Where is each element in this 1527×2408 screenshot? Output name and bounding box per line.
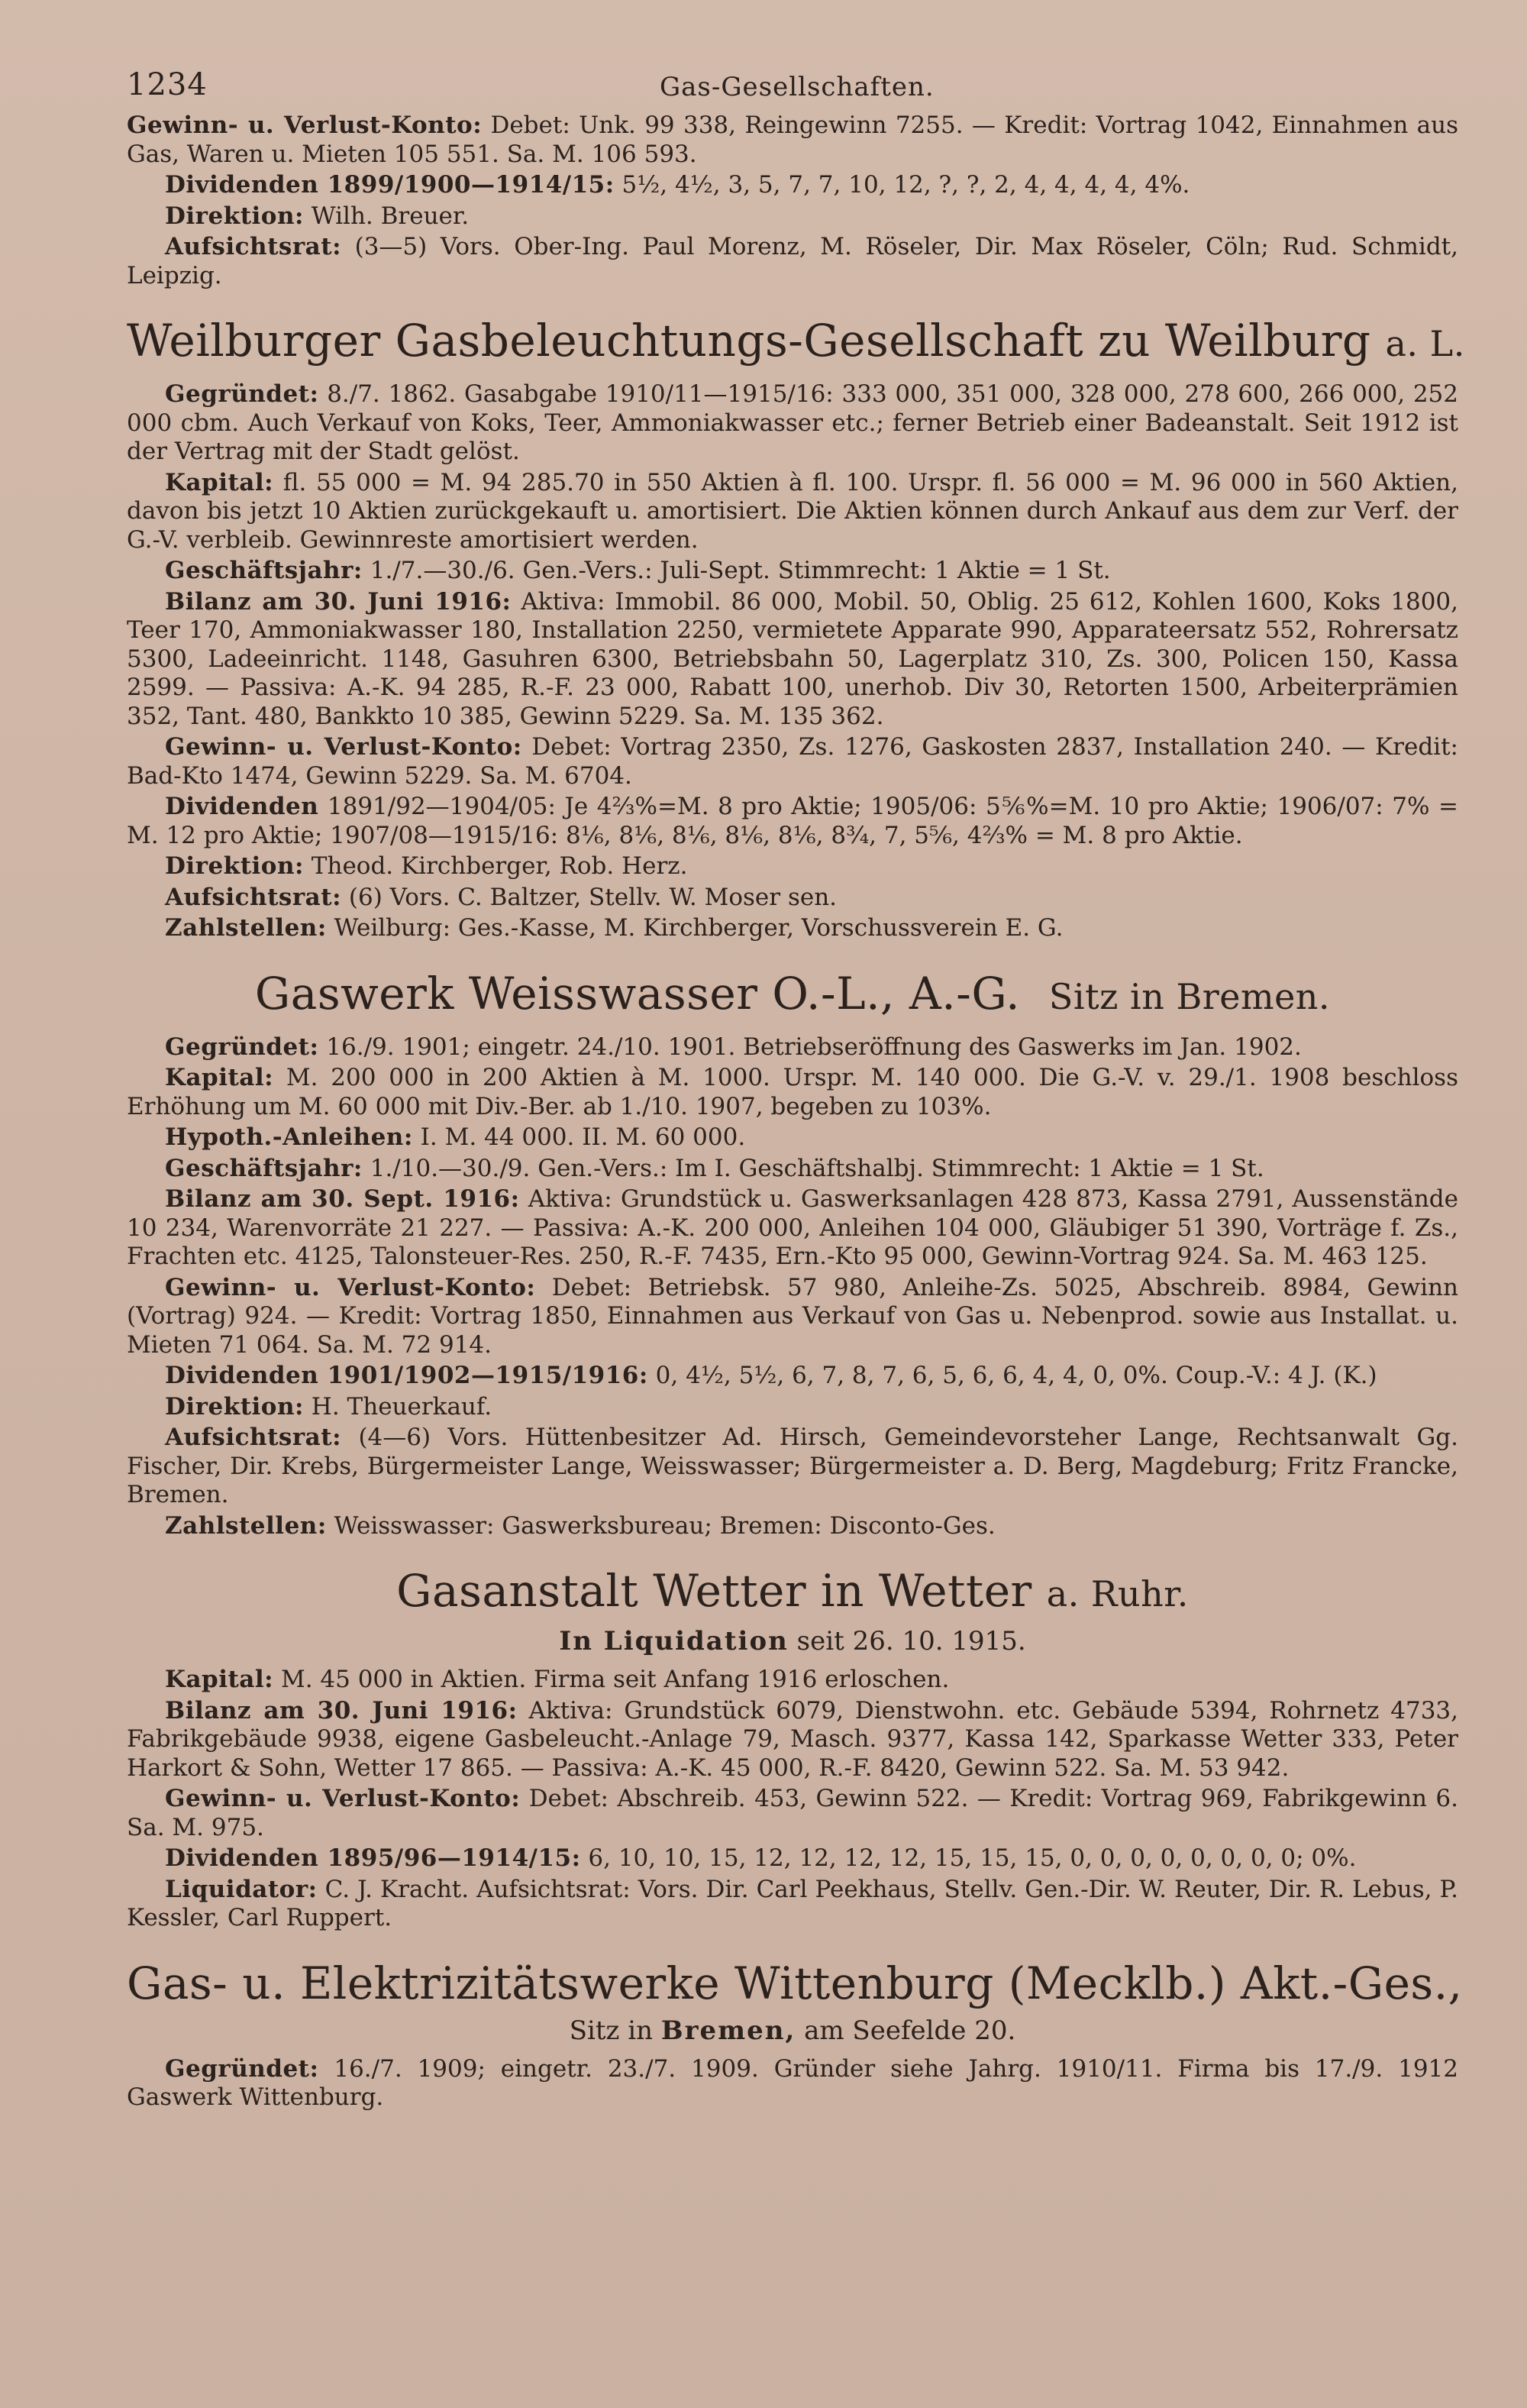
paragraph: Gegründet: 8./7. 1862. Gasabgabe 1910/11—1915/16: 333 000, 351 000, 328 000, 278 600, 266 000, 252 000 cbm. Auch Verkauf von Koks, Teer, Ammoniakwasser etc.; ferner Betrieb einer Badeanstalt. Seit 1912 ist der Vertrag mit der Stadt gelöst.: [127, 380, 1458, 465]
paragraph: Dividenden 1899/1900—1914/15: 5½, 4½, 3, 5, 7, 7, 10, 12, ?, ?, 2, 4, 4, 4, 4, 4%.: [165, 171, 1190, 199]
running-head: [127, 67, 1458, 112]
paragraph: Zahlstellen: Weilburg: Ges.-Kasse, M. Kirchberger, Vorschussverein E. G.: [165, 914, 1064, 942]
paragraph: Gegründet: 16./7. 1909; eingetr. 23./7. 1909. Gründer siehe Jahrg. 1910/11. Firma bis 17./9. 1912 Gaswerk Wittenburg.: [127, 2054, 1458, 2111]
paragraph: Direktion: Wilh. Breuer.: [165, 202, 470, 230]
paragraph: Zahlstellen: Weisswasser: Gaswerksbureau; Bremen: Disconto-Ges.: [165, 1511, 996, 1540]
paragraph: Gewinn- u. Verlust-Konto: Debet: Betriebsk. 57 980, Anleihe-Zs. 5025, Abschreib. 8984, Gewinn (Vortrag) 924. — Kredit: Vortrag 1850, Einnahmen aus Verkauf von Gas u. Nebenprod. sowie aus Installat. u. Mieten 71 064. Sa. M. 72 914.: [127, 1273, 1458, 1359]
company-title: Gasanstalt Wetter in Wetter a. Ruhr.: [396, 1565, 1189, 1617]
paragraph: Bilanz am 30. Juni 1916: Aktiva: Grundstück 6079, Dienstwohn. etc. Gebäude 5394, Rohrnetz 4733, Fabrikgebäude 9938, eigene Gasbeleucht.-Anlage 79, Masch. 9377, Kassa 142, Sparkasse Wetter 333, Peter Harkort & Sohn, Wetter 17 865. — Passiva: A.-K. 45 000, R.-F. 8420, Gewinn 522. Sa. M. 53 942.: [127, 1696, 1458, 1782]
paragraph: Gewinn- u. Verlust-Konto: Debet: Abschreib. 453, Gewinn 522. — Kredit: Vortrag 969, Fabrikgewinn 6. Sa. M. 975.: [127, 1785, 1458, 1841]
running-title: Gas-Gesellschaften.: [660, 72, 935, 102]
company-title: Gaswerk Weisswasser O.-L., A.-G. Sitz in Bremen.: [254, 967, 1331, 1020]
paragraph: Hypoth.-Anleihen: I. M. 44 000. II. M. 60 000.: [165, 1123, 746, 1151]
entry-weisswasser: [127, 966, 1458, 1541]
paragraph: Gewinn- u. Verlust-Konto: Debet: Vortrag 2350, Zs. 1276, Gaskosten 2837, Installation 240. — Kredit: Bad-Kto 1474, Gewinn 5229. Sa. M. 6704.: [127, 733, 1459, 790]
paragraph: Dividenden 1891/92—1904/05: Je 4⅔%=M. 8 pro Aktie; 1905/06: 5⅚%=M. 10 pro Aktie; 1906/07: 7% = M. 12 pro Aktie; 1907/08—1915/16: 8⅙, 8⅙, 8⅙, 8⅙, 8⅙, 8¾, 7, 5⅚, 4⅔% = M. 8 pro Aktie.: [127, 793, 1458, 849]
paragraph: Liquidator: C. J. Kracht. Aufsichtsrat: Vors. Dir. Carl Peekhaus, Stellv. Gen.-Dir. W. Reuter, Dir. R. Lebus, P. Kessler, Carl Ruppert.: [127, 1875, 1458, 1931]
entry-weilburger: [127, 313, 1465, 943]
paragraph: Bilanz am 30. Juni 1916: Aktiva: Immobil. 86 000, Mobil. 50, Oblig. 25 612, Kohlen 1600, Koks 1800, Teer 170, Ammoniakwasser 180, Installation 2250, vermietete Apparate 990, Apparateersatz 552, Rohrersatz 5300, Ladeeinricht. 1148, Gasuhren 6300, Betriebsbahn 50, Lagerplatz 310, Zs. 300, Policen 150, Kassa 2599. — Passiva: A.-K. 94 285, R.-F. 23 000, Rabatt 100, unerhob. Div 30, Retorten 1500, Arbeiterprämien 352, Tant. 480, Bankkto 10 385, Gewinn 5229. Sa. M. 135 362.: [127, 587, 1459, 730]
entry-wittenburg: [127, 1956, 1463, 2112]
paragraph: Gewinn- u. Verlust-Konto: Debet: Unk. 99 338, Reingewinn 7255. — Kredit: Vortrag 1042, Einnahmen aus Gas, Waren u. Mieten 105 551. Sa. M. 106 593.: [127, 112, 1458, 168]
paragraph: Dividenden 1901/1902—1915/1916: 0, 4½, 5½, 6, 7, 8, 7, 6, 5, 6, 6, 4, 4, 0, 0%. Coup.-V.: 4 J. (K.): [165, 1362, 1377, 1389]
paragraph: Geschäftsjahr: 1./10.—30./9. Gen.-Vers.: Im I. Geschäftshalbj. Stimmrecht: 1 Aktie = 1 St.: [165, 1154, 1264, 1182]
paragraph: Aufsichtsrat: (4—6) Vors. Hüttenbesitzer Ad. Hirsch, Gemeindevorsteher Lange, Rechtsanwalt Gg. Fischer, Dir. Krebs, Bürgermeister Lange, Weisswasser; Bürgermeister a. D. Berg, Magdeburg; Fritz Francke, Bremen.: [127, 1424, 1458, 1508]
paragraph: Aufsichtsrat: (6) Vors. C. Baltzer, Stellv. W. Moser sen.: [165, 883, 838, 911]
page-number: 1234: [127, 67, 208, 102]
paragraph: Direktion: Theod. Kirchberger, Rob. Herz.: [165, 852, 688, 880]
paragraph: Dividenden 1895/96—1914/15: 6, 10, 10, 15, 12, 12, 12, 12, 15, 15, 15, 0, 0, 0, 0, 0, 0, 0, 0; 0%.: [165, 1844, 1357, 1872]
company-subtitle: In Liquidation seit 26. 10. 1915.: [559, 1626, 1026, 1657]
entry-continuation: [127, 112, 1458, 290]
paragraph: Geschäftsjahr: 1./7.—30./6. Gen.-Vers.: Juli-Sept. Stimmrecht: 1 Aktie = 1 St.: [165, 557, 1111, 584]
company-subtitle: Sitz in Bremen, am Seefelde 20.: [569, 2015, 1016, 2046]
paragraph: Gegründet: 16./9. 1901; eingetr. 24./10. 1901. Betriebseröffnung des Gaswerks im Jan. 1902.: [165, 1033, 1302, 1061]
paragraph: Bilanz am 30. Sept. 1916: Aktiva: Grundstück u. Gaswerksanlagen 428 873, Kassa 2791, Aussenstände 10 234, Warenvorräte 21 227. — Passiva: A.-K. 200 000, Anleihen 104 000, Gläubiger 51 390, Vorträge f. Zs., Frachten etc. 4125, Talonsteuer-Res. 250, R.-F. 7435, Ern.-Kto 95 000, Gewinn-Vortrag 924. Sa. M. 463 125.: [127, 1185, 1458, 1270]
company-title: Gas- u. Elektrizitätswerke Wittenburg (Mecklb.) Akt.-Ges.,: [127, 1957, 1463, 2009]
paragraph: Direktion: H. Theuerkauf.: [165, 1392, 492, 1421]
paragraph: Kapital: M. 200 000 in 200 Aktien à M. 1000. Urspr. M. 140 000. Die G.-V. v. 29./1. 1908 beschloss Erhöhung um M. 60 000 mit Div.-Ber. ab 1./10. 1907, begeben zu 103%.: [127, 1064, 1458, 1120]
paragraph: Aufsichtsrat: (3—5) Vors. Ober-Ing. Paul Morenz, M. Röseler, Dir. Max Röseler, Cöln; Rud. Schmidt, Leipzig.: [127, 233, 1458, 289]
paragraph: Kapital: fl. 55 000 = M. 94 285.70 in 550 Aktien à fl. 100. Urspr. fl. 56 000 = M. 96 000 in 560 Aktien, davon bis jetzt 10 Aktien zurückgekauft u. amortisiert. Die Aktien können durch Ankauf aus dem zur Verf. der G.-V. verbleib. Gewinnreste amortisiert werden.: [127, 468, 1458, 554]
paragraph: Kapital: M. 45 000 in Aktien. Firma seit Anfang 1916 erloschen.: [165, 1666, 950, 1693]
company-title: Weilburger Gasbeleuchtungs-Gesellschaft zu Weilburg a. L.: [127, 315, 1465, 367]
entry-wetter: [127, 1563, 1458, 1933]
